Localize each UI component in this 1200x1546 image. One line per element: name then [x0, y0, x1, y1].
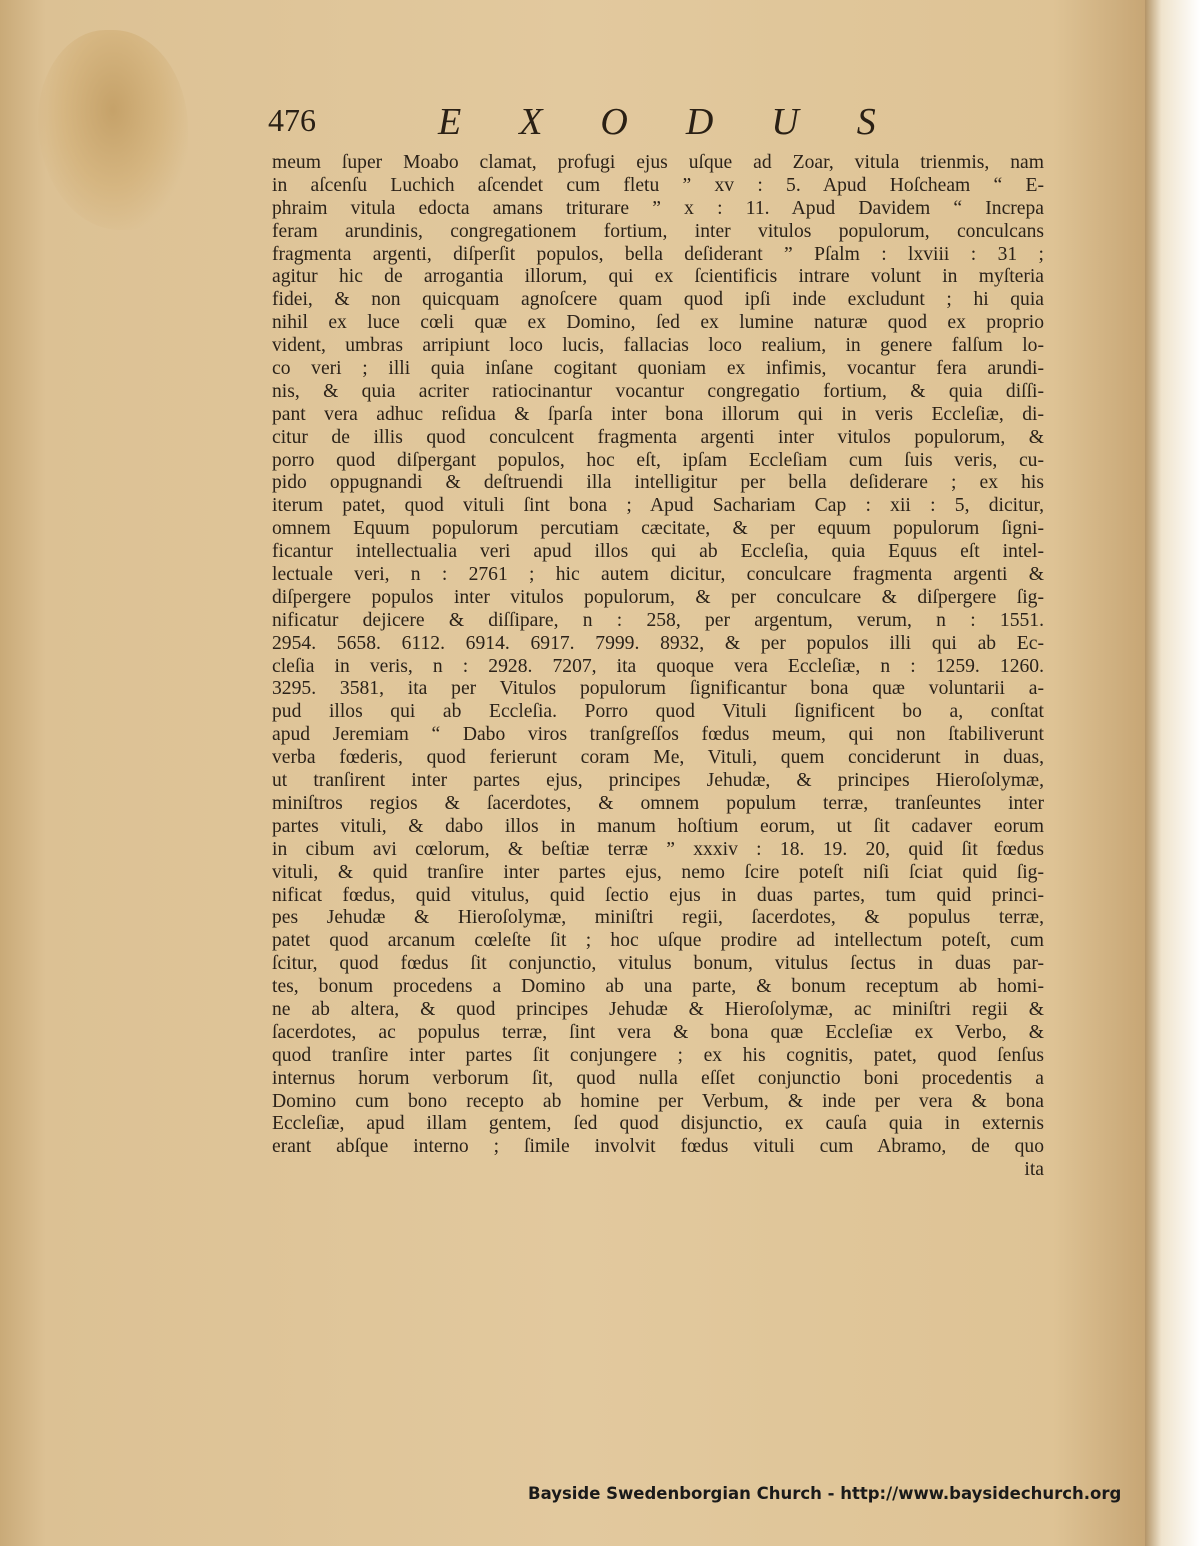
- text-line: iterum patet, quod vituli ſint bona ; Apud Sachariam Cap : xii : 5, dicitur,: [272, 495, 1044, 517]
- text-line: pes Jehudæ & Hieroſolymæ, miniſtri regii, ſacerdotes, & populus terræ,: [272, 907, 1044, 929]
- text-line: pant vera adhuc reſidua & ſparſa inter bona illorum qui in veris Eccleſiæ, di-: [272, 403, 1044, 425]
- text-line: 3295. 3581, ita per Vitulos populorum ſignificantur bona quæ voluntarii a-: [272, 678, 1044, 700]
- page-header: [268, 100, 1048, 150]
- text-line: Eccleſiæ, apud illam gentem, ſed quod disjunctio, ex cauſa quia in externis: [272, 1113, 1044, 1135]
- body-text: [272, 152, 1044, 1182]
- text-line: meum ſuper Moabo clamat, profugi ejus uſque ad Zoar, vitula trienmis, nam: [272, 152, 1044, 173]
- text-line: nihil ex luce cœli quæ ex Domino, ſed ex lumine naturæ quod ex proprio: [272, 312, 1044, 334]
- text-line: phraim vitula edocta amans triturare ” x : 11. Apud Davidem “ Increpa: [272, 197, 1044, 219]
- text-line: erant abſque interno ; ſimile involvit fœdus vituli cum Abramo, de quo: [272, 1136, 1044, 1158]
- page-edge: [1145, 0, 1200, 1546]
- text-line: ne ab altera, & quod principes Jehudæ & Hieroſolymæ, ac miniſtri regii &: [272, 998, 1044, 1020]
- text-line: citur de illis quod conculcent fragmenta argenti inter vitulos populorum, &: [272, 426, 1044, 448]
- text-line: verba fœderis, quod ferierunt coram Me, Vituli, quem conciderunt in duas,: [272, 747, 1044, 769]
- text-line: patet quod arcanum cœleſte ſit ; hoc uſque prodire ad intellectum poteſt, cum: [272, 930, 1044, 952]
- text-line: ſcitur, quod fœdus ſit conjunctio, vitulus bonum, vitulus ſectus in duas par-: [272, 953, 1044, 975]
- text-line: lectuale veri, n : 2761 ; hic autem dicitur, conculcare fragmenta argenti &: [272, 564, 1044, 586]
- text-line: pud illos qui ab Eccleſia. Porro quod Vituli ſignificent bo a, conſtat: [272, 701, 1044, 723]
- text-line: feram arundinis, congregationem fortium, inter vitulos populorum, conculcans: [272, 220, 1044, 242]
- text-line: tes, bonum procedens a Domino ab una parte, & bonum receptum ab homi-: [272, 976, 1044, 998]
- text-line: in cibum avi cœlorum, & beſtiæ terræ ” xxxiv : 18. 19. 20, quid ſit fœdus: [272, 838, 1044, 860]
- text-line: co veri ; illi quia inſane cogitant quoniam ex infimis, vocantur fera arundi-: [272, 358, 1044, 380]
- text-line: ficantur intellectualia veri apud illos qui ab Eccleſia, quia Equus eſt intel-: [272, 541, 1044, 563]
- text-line: apud Jeremiam “ Dabo viros tranſgreſſos fœdus meum, qui non ſtabiliverunt: [272, 724, 1044, 746]
- footer-credit[interactable]: Bayside Swedenborgian Church - http://www.baysidechurch.org: [528, 1484, 1122, 1503]
- text-line: partes vituli, & dabo illos in manum hoſtium eorum, ut ſit cadaver eorum: [272, 815, 1044, 837]
- text-line: 2954. 5658. 6112. 6914. 6917. 7999. 8932, & per populos illi qui ab Ec-: [272, 632, 1044, 654]
- page-number: 476: [268, 102, 316, 138]
- text-line: porro quod diſpergant populos, hoc eſt, ipſam Eccleſiam cum ſuis veris, cu-: [272, 449, 1044, 471]
- text-line: Domino cum bono recepto ab homine per Verbum, & inde per vera & bona: [272, 1090, 1044, 1112]
- text-line: vituli, & quid tranſire inter partes ejus, nemo ſcire poteſt niſi ſciat quid ſig-: [272, 861, 1044, 883]
- text-line: nificat fœdus, quid vitulus, quid ſectio ejus in duas partes, tum quid princi-: [272, 884, 1044, 906]
- text-line: omnem Equum populorum percutiam cæcitate, & per equum populorum ſigni-: [272, 518, 1044, 540]
- text-line: miniſtros regios & ſacerdotes, & omnem populum terræ, tranſeuntes inter: [272, 792, 1044, 814]
- text-line: fragmenta argenti, diſperſit populos, bella deſiderant ” Pſalm : lxviii : 31 ;: [272, 243, 1044, 265]
- text-line: cleſia in veris, n : 2928. 7207, ita quoque vera Eccleſiæ, n : 1259. 1260.: [272, 655, 1044, 677]
- text-line: ut tranſirent inter partes ejus, principes Jehudæ, & principes Hieroſolymæ,: [272, 770, 1044, 792]
- text-line: quod tranſire inter partes ſit conjungere ; ex his cognitis, patet, quod ſenſus: [272, 1044, 1044, 1066]
- text-line: nificatur dejicere & diſſipare, n : 258, per argentum, verum, n : 1551.: [272, 609, 1044, 631]
- text-line: fidei, & non quicquam agnoſcere quam quod ipſi inde excludunt ; hi quia: [272, 289, 1044, 311]
- text-line: diſpergere populos inter vitulos populorum, & per conculcare & diſpergere ſig-: [272, 586, 1044, 608]
- text-line: pido oppugnandi & deſtruendi illa intelligitur per bella deſiderare ; ex his: [272, 472, 1044, 494]
- catchword: ita: [1024, 1159, 1044, 1181]
- running-title: EXODUS: [438, 101, 934, 143]
- text-line: internus horum verborum ſit, quod nulla eſſet conjunctio boni procedentis a: [272, 1067, 1044, 1089]
- text-line: agitur hic de arrogantia illorum, qui ex ſcientificis intrare volunt in myſteria: [272, 266, 1044, 288]
- paper-stain: [38, 30, 188, 230]
- text-line: ſacerdotes, ac populus terræ, ſint vera & bona quæ Eccleſiæ ex Verbo, &: [272, 1021, 1044, 1043]
- text-line: nis, & quia acriter ratiocinantur vocantur congregatio fortium, & quia diſſi-: [272, 380, 1044, 402]
- text-line: vident, umbras arripiunt loco lucis, fallacias loco realium, in genere falſum lo-: [272, 335, 1044, 357]
- text-line: in aſcenſu Luchich aſcendet cum fletu ” xv : 5. Apud Hoſcheam “ E-: [272, 174, 1044, 196]
